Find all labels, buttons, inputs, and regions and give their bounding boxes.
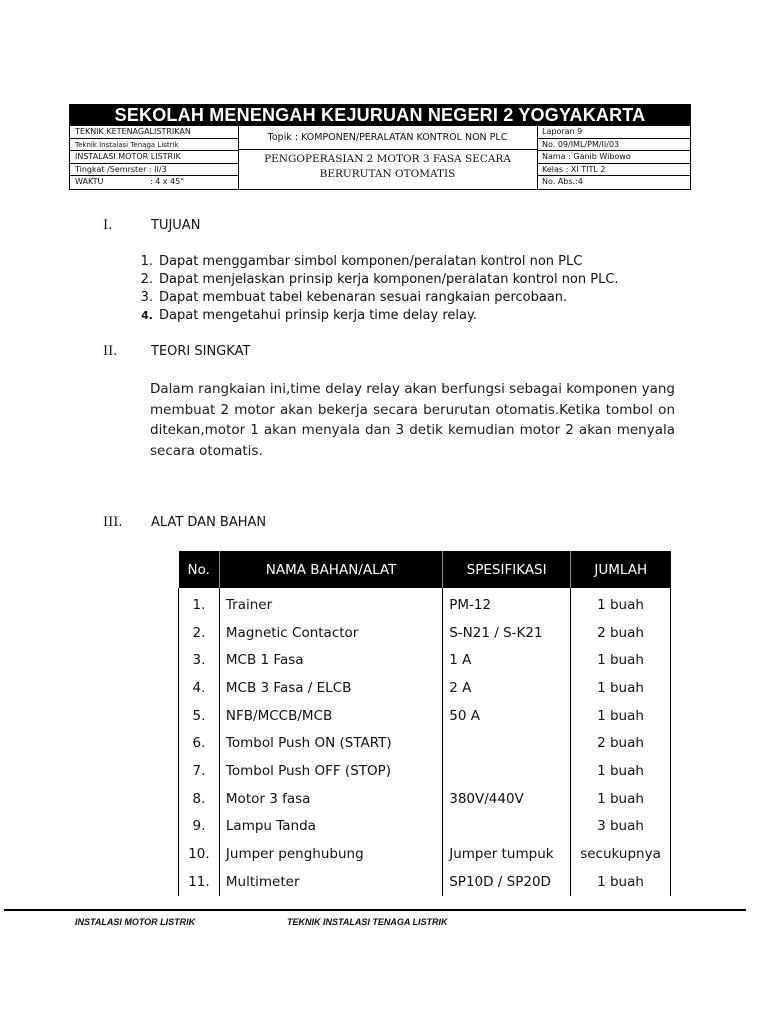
cell-qty: 1 buah (571, 674, 671, 702)
report-title-line-1: PENGOPERASIAN 2 MOTOR 3 FASA SECARA (264, 153, 511, 165)
student-class: Kelas : XI TITL 2 (537, 164, 691, 177)
table-row (179, 785, 671, 813)
cell-qty: 1 buah (571, 588, 671, 619)
cell-no: 4. (179, 674, 220, 702)
table-body (179, 588, 671, 896)
table-row (179, 646, 671, 674)
table-row (179, 702, 671, 730)
cell-spec (443, 813, 571, 841)
cell-name: MCB 1 Fasa (219, 646, 442, 674)
table-row (179, 729, 671, 757)
table-row (179, 813, 671, 841)
cell-name: Magnetic Contactor (219, 619, 442, 647)
list-item: 4. Dapat mengetahui prinsip kerja time delay relay. (141, 308, 477, 323)
cell-name: Lampu Tanda (219, 813, 442, 841)
cell-spec: SP10D / SP20D (443, 868, 571, 896)
report-title (238, 152, 537, 182)
table-row (179, 588, 671, 619)
cell-name: Trainer (219, 588, 442, 619)
theory-paragraph: Dalam rangkaian ini,time delay relay akan berfungsi sebagai komponen yang membuat 2 motor akan bekerja secara berurutan otomatis.Ketika tombol on ditekan,motor 1 akan menyala dan 3 detik kemudian motor 2 akan menyala secara otomatis. (150, 381, 675, 459)
cell-no: 5. (179, 702, 220, 730)
table-row (179, 674, 671, 702)
column-header-name: NAMA BAHAN/ALAT (219, 551, 442, 588)
cell-qty: 2 buah (571, 619, 671, 647)
cell-spec: S-N21 / S-K21 (443, 619, 571, 647)
cell-qty: 1 buah (571, 646, 671, 674)
cell-no: 9. (179, 813, 220, 841)
cell-name: Multimeter (219, 868, 442, 896)
section-number: II. (103, 344, 118, 359)
student-name: Nama : Ganib Wibowo (537, 151, 691, 164)
table-row (179, 757, 671, 785)
cell-name: Jumper penghubung (219, 840, 442, 868)
header-middle-column (238, 126, 538, 189)
cell-name: Motor 3 fasa (219, 785, 442, 813)
table-header-row (179, 551, 671, 588)
cell-qty: 3 buah (571, 813, 671, 841)
report-title-line-2: BERURUTAN OTOMATIS (319, 168, 456, 180)
level-label: Tingkat /Semrster : II/3 (70, 164, 238, 177)
cell-spec: 1 A (443, 646, 571, 674)
cell-spec: PM-12 (443, 588, 571, 619)
cell-qty: 1 buah (571, 785, 671, 813)
school-title: SEKOLAH MENENGAH KEJURUAN NEGERI 2 YOGYAKARTA (69, 104, 691, 126)
header-right-column (537, 126, 691, 189)
list-item: 1. Dapat menggambar simbol komponen/peralatan kontrol non PLC (140, 254, 583, 269)
cell-name: MCB 3 Fasa / ELCB (219, 674, 442, 702)
time-row (70, 176, 238, 189)
cell-no: 10. (179, 840, 220, 868)
cell-spec: 50 A (443, 702, 571, 730)
section-title: ALAT DAN BAHAN (151, 515, 267, 530)
cell-no: 1. (179, 588, 220, 619)
cell-qty: 1 buah (571, 702, 671, 730)
column-header-no: No. (179, 551, 220, 588)
cell-no: 7. (179, 757, 220, 785)
time-value: : 4 x 45" (150, 177, 185, 187)
cell-spec (443, 729, 571, 757)
time-label: WAKTU (75, 177, 104, 187)
cell-name: NFB/MCCB/MCB (219, 702, 442, 730)
document-number: No. 09/IML/PM/II/03 (537, 139, 691, 152)
objectives-list (135, 253, 619, 325)
cell-spec: 380V/440V (443, 785, 571, 813)
cell-qty: secukupnya (571, 840, 671, 868)
cell-no: 6. (179, 729, 220, 757)
equipment-table (178, 551, 671, 896)
list-item: 2. Dapat menjelaskan prinsip kerja komponen/peralatan kontrol non PLC. (140, 272, 619, 287)
footer-right: TEKNIK INSTALASI TENAGA LISTRIK (287, 917, 448, 927)
cell-no: 2. (179, 619, 220, 647)
table-row (179, 868, 671, 896)
cell-name: Tombol Push ON (START) (219, 729, 442, 757)
cell-no: 8. (179, 785, 220, 813)
cell-qty: 1 buah (571, 868, 671, 896)
cell-qty: 1 buah (571, 757, 671, 785)
cell-spec: 2 A (443, 674, 571, 702)
attendance-number: No. Abs.:4 (542, 177, 583, 187)
subject-label: INSTALASI MOTOR LISTRIK (70, 151, 238, 164)
section-number: I. (103, 218, 113, 233)
cell-spec (443, 757, 571, 785)
section-number: III. (103, 515, 123, 530)
table-row (179, 619, 671, 647)
table-row (179, 840, 671, 868)
column-header-qty: JUMLAH (571, 551, 671, 588)
section-title: TUJUAN (151, 218, 201, 233)
footer-divider (4, 909, 746, 911)
report-header-table (69, 126, 691, 190)
cell-qty: 2 buah (571, 729, 671, 757)
topic-label: Topik : KOMPONEN/PERALATAN KONTROL NON PLC (238, 126, 537, 150)
header-left-column (70, 126, 239, 189)
footer-left: INSTALASI MOTOR LISTRIK (75, 917, 196, 927)
report-number: Laporan 9 (537, 126, 691, 139)
cell-no: 11. (179, 868, 220, 896)
program-label: Teknik Instalasi Tenaga Listrik (70, 139, 238, 152)
section-title: TEORI SINGKAT (151, 344, 251, 359)
cell-spec: Jumper tumpuk (443, 840, 571, 868)
dept-label: TEKNIK KETENAGALISTRIKAN (70, 126, 238, 139)
cell-no: 3. (179, 646, 220, 674)
cell-name: Tombol Push OFF (STOP) (219, 757, 442, 785)
list-item: 3. Dapat membuat tabel kebenaran sesuai rangkaian percobaan. (140, 290, 568, 305)
column-header-spec: SPESIFIKASI (443, 551, 571, 588)
